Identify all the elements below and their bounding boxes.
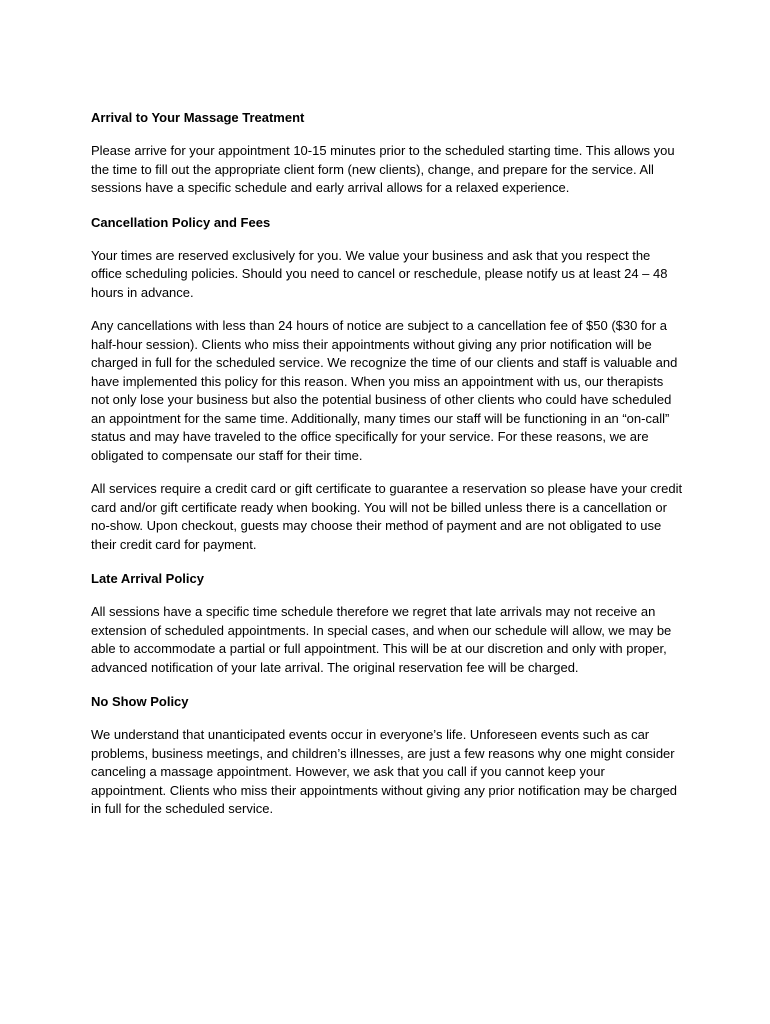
section-cancellation [91,213,683,555]
paragraph-arrival: Please arrive for your appointment 10-15 minutes prior to the scheduled starting time. This allows you the time to fill out the appropriate client form (new clients), change, and prepare for the service. All sessions have a specific schedule and early arrival allows for a relaxed experience. [91,143,675,195]
section-heading-cancellation: Cancellation Policy and Fees [91,214,271,230]
paragraph-reservation-notice: Your times are reserved exclusively for you. We value your business and ask that you respect the office scheduling policies. Should you need to cancel or reschedule, please notify us at least 24 – 48 hours in advance. [91,247,668,300]
paragraph-credit-card: All services require a credit card or gift certificate to guarantee a reservation so please have your credit card and/or gift certificate ready when booking. You will not be billed unless there is a cancellation or no-show. Upon checkout, guests may choose their method of payment and are not obligated to use their credit card for payment. [91,481,683,552]
section-heading-arrival: Arrival to Your Massage Treatment [91,110,305,125]
section-arrival [91,108,683,198]
document-page [91,108,683,834]
section-heading-no-show: No Show Policy [91,694,189,709]
paragraph-no-show: We understand that unanticipated events occur in everyone’s life. Unforeseen events such as car problems, business meetings, and children’s illnesses, are just a few reasons why one might consider canceling a massage appointment. However, we ask that you call if you cannot keep your appointment. Clients who miss their appointments without giving any prior notification may be charged in full for the scheduled service. [91,727,678,816]
section-heading-late-arrival: Late Arrival Policy [91,571,204,586]
section-no-show [91,692,683,819]
paragraph-late-arrival: All sessions have a specific time schedule therefore we regret that late arrivals may not receive an extension of scheduled appointments. In special cases, and when our schedule will allow, we may be able to accommodate a partial or full appointment. This will be at our discretion and only with proper, advanced notification of your late arrival. The original reservation fee will be charged. [91,604,672,675]
paragraph-cancellation-fee: Any cancellations with less than 24 hours of notice are subject to a cancellation fee of $50 ($30 for a half-hour session). Clients who miss their appointments without giving any prior notification will be charged in full for the scheduled service. We recognize the time of our clients and staff is valuable and have implemented this policy for this reason. When you miss an appointment with us, our therapists not only lose your business but also the potential business of other clients who could have scheduled an appointment for the same time. Additionally, many times our staff will be functioning in an “on-call” status and may have traveled to the office specifically for your service. For these reasons, we are obligated to compensate our staff for their time. [91,318,678,463]
section-late-arrival [91,569,683,677]
